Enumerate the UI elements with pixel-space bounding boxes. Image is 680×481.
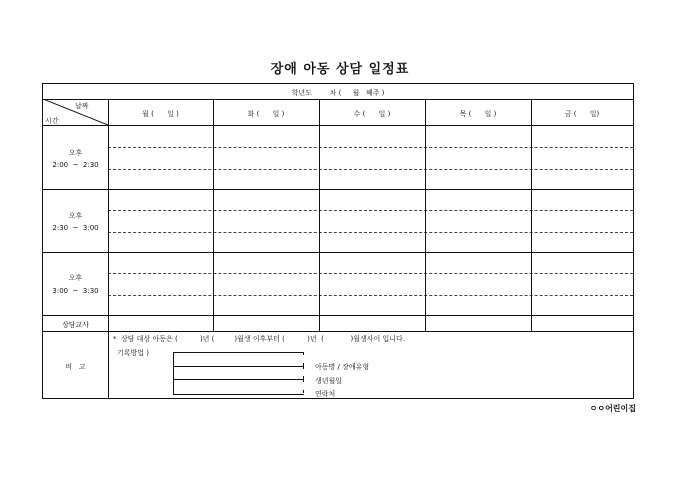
slot-3-period: 오후 [68,274,83,282]
slot-3-time: 3:00 ~ 3:30 [52,287,99,295]
day-header-wed: 수 ( 일 ) [353,110,391,118]
corner-date-label: 날짜 [75,102,89,110]
counselor-label: 상담교사 [61,321,90,329]
record-item-name: 아동명 / 장애유형 [315,363,370,371]
day-header-thu: 목 ( 일 ) [459,110,497,118]
remarks-note: * 상담 대상 아동은 ( )년 ( )월생 이후부터 ( )년 ( )월생사이 입니다. [113,335,406,343]
day-header-mon: 월 ( 일 ) [142,110,179,118]
footer-org-name: ㅇㅇ어린이집 [589,404,636,413]
remarks-label: 비 고 [65,363,86,371]
subheader: 학년도 차 ( 월 째주 ) [291,89,385,97]
record-item-contact: 연락처 [315,390,336,398]
day-header-tue: 화 ( 일 ) [247,110,285,118]
corner-time-label: 시간 [45,117,59,125]
slot-1-time: 2:00 ~ 2:30 [52,161,99,169]
schedule-table [42,83,634,399]
day-header-fri: 금 ( 일) [564,110,600,118]
record-item-birthdate: 생년월일 [315,377,343,385]
record-method-label: 기록방법 ) [117,349,150,357]
slot-1-period: 오후 [68,149,83,157]
slot-2-period: 오후 [68,212,83,220]
slot-2-time: 2:30 ~ 3:00 [52,224,99,232]
record-method-bracket [173,352,304,395]
page-title: 장애 아동 상담 일정표 [270,62,410,77]
